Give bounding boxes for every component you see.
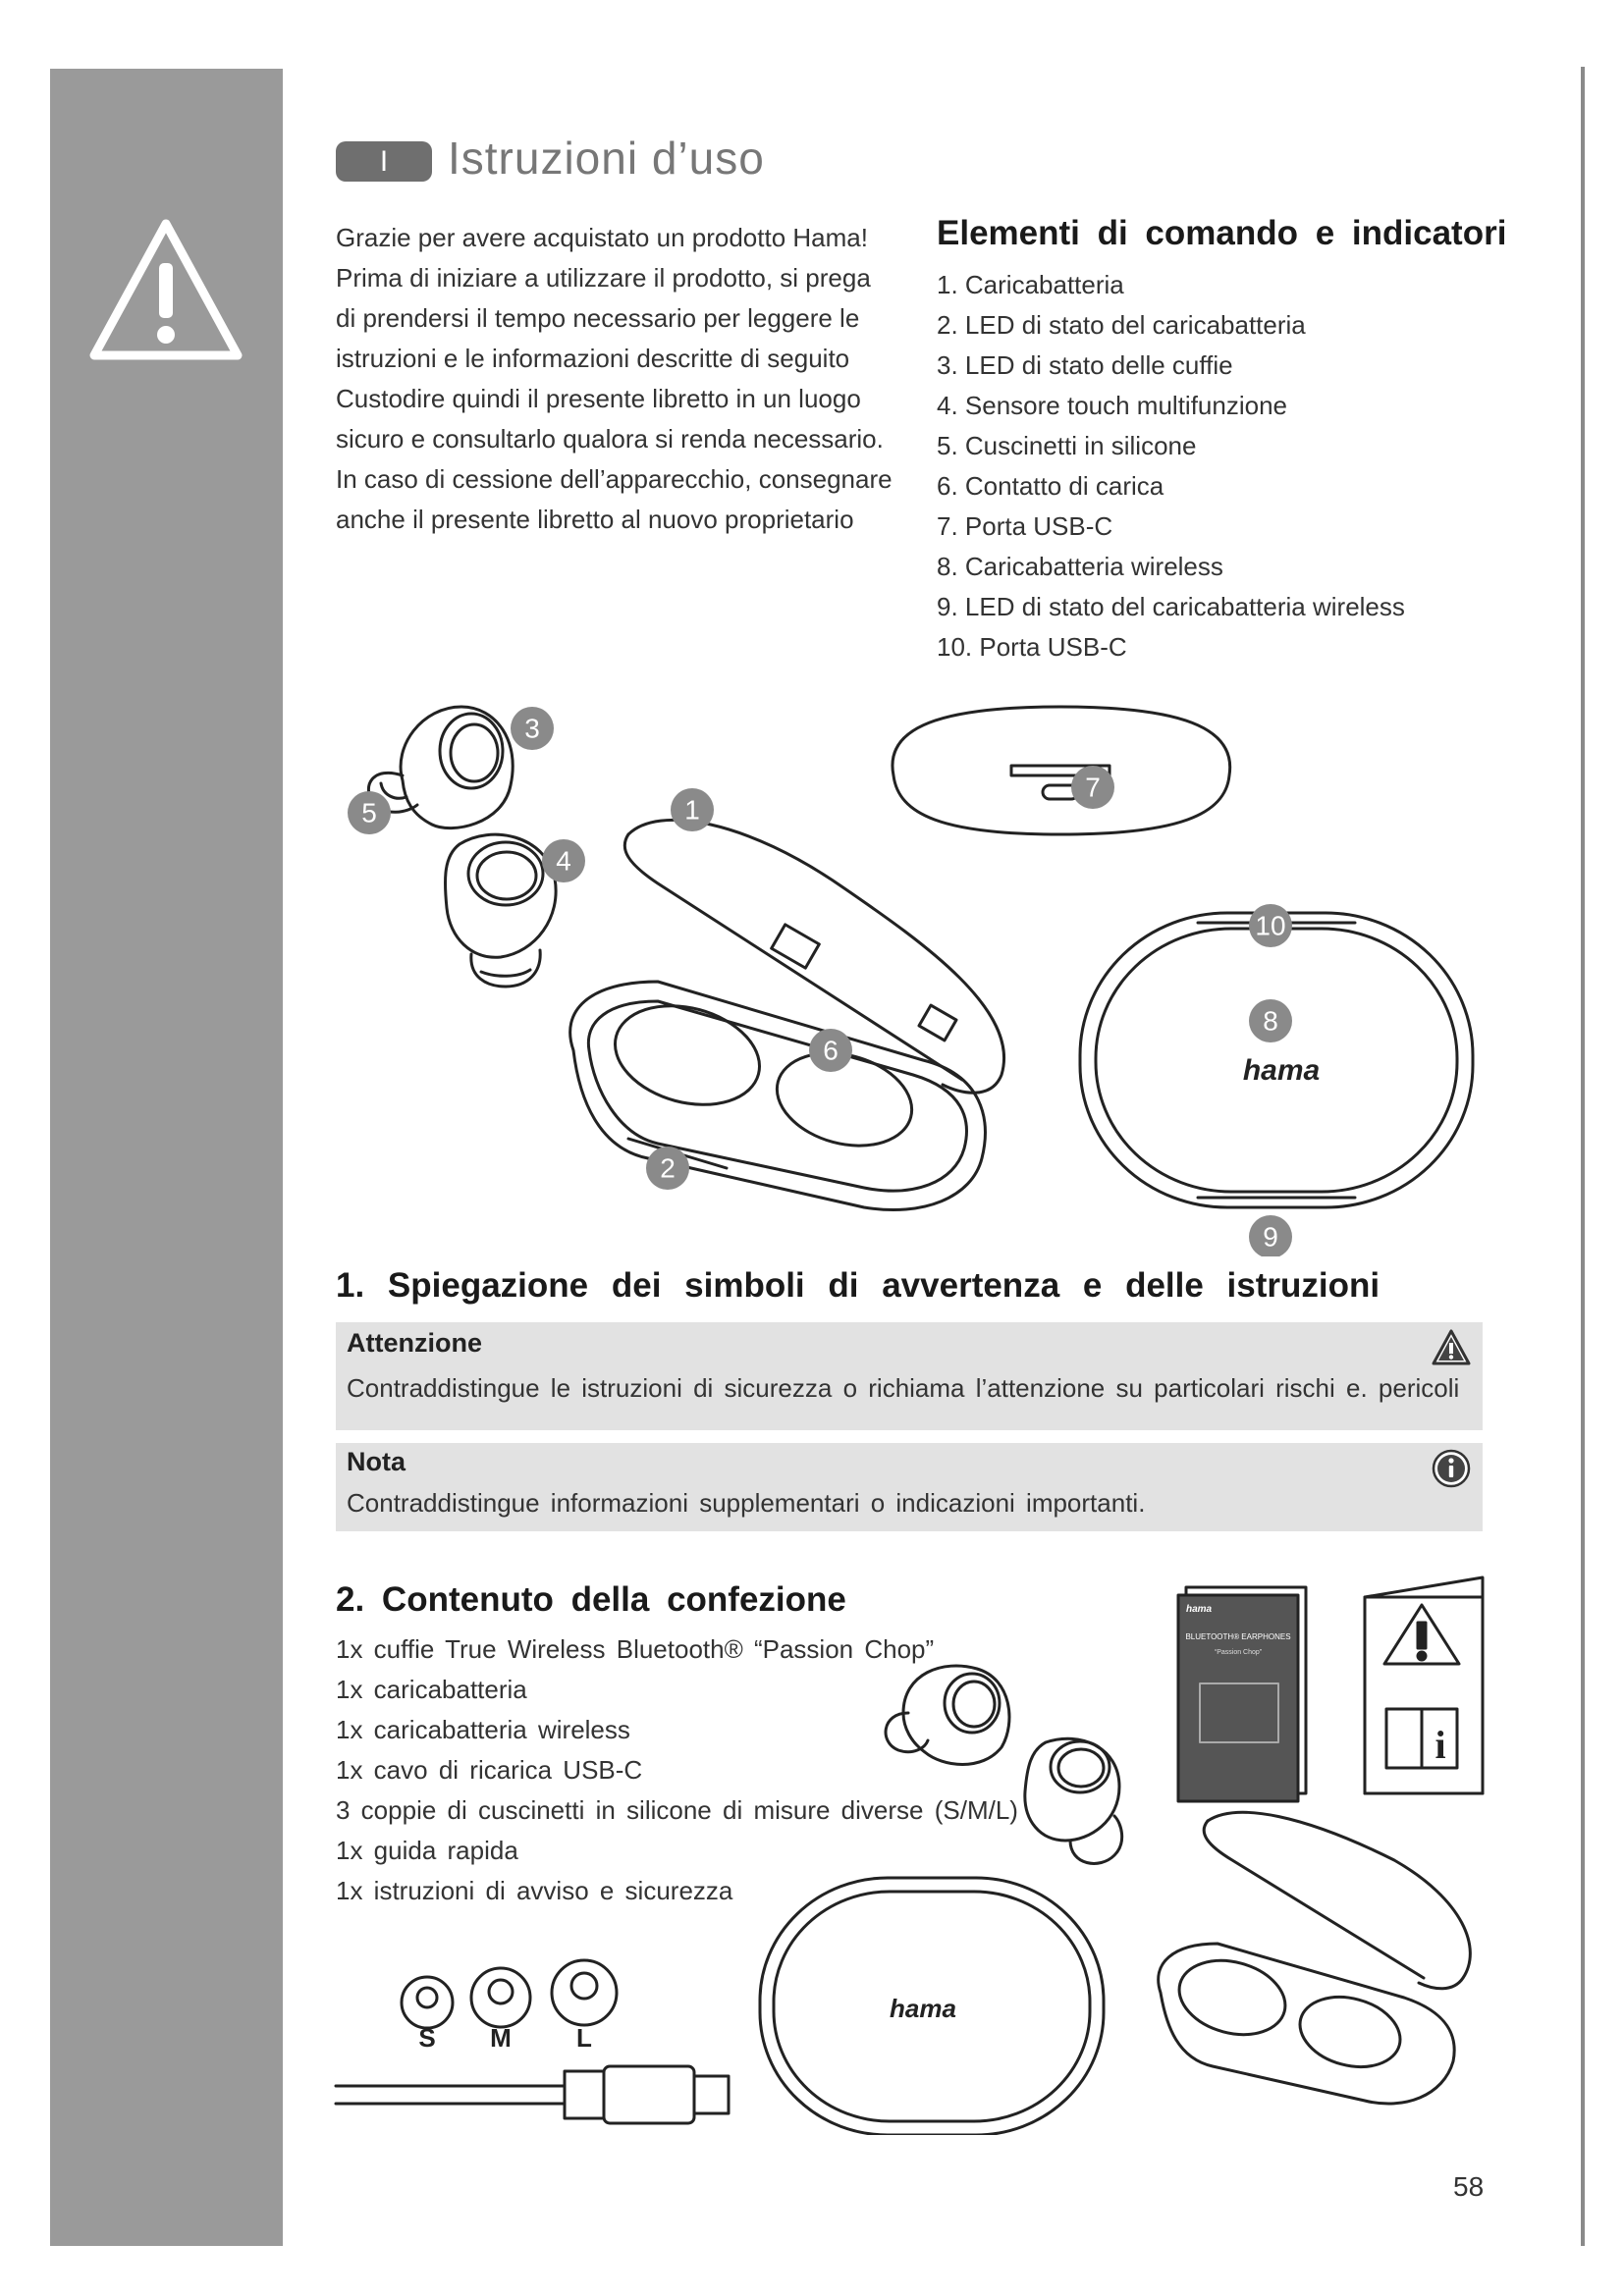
tip-size-label: S	[418, 2023, 436, 2053]
list-item: 9. LED di stato del caricabatteria wireless	[937, 592, 1405, 621]
elements-list	[937, 265, 1405, 667]
warning-triangle-icon	[1432, 1328, 1471, 1367]
list-item: 3 coppie di cuscinetti in silicone di misure diverse (S/M/L)	[336, 1795, 1018, 1825]
case-back-illustration	[893, 707, 1230, 834]
warning-triangle-icon	[86, 216, 245, 365]
package-contents-diagram	[324, 1566, 1492, 2135]
tip-size-label: M	[490, 2023, 512, 2053]
list-item: 1x istruzioni di avviso e sicurezza	[336, 1876, 733, 1905]
silicone-tips-illustration	[402, 1960, 617, 2028]
usb-c-cable-illustration	[336, 2066, 729, 2123]
list-item: 4. Sensore touch multifunzione	[937, 391, 1287, 420]
elements-heading: Elementi di comando e indicatori	[937, 214, 1507, 252]
intro-line: sicuro e consultarlo qualora si renda necessario.	[336, 424, 884, 454]
list-item: 3. LED di stato delle cuffie	[937, 350, 1233, 380]
hama-logo: hama	[890, 1994, 956, 2023]
intro-line: istruzioni e le informazioni descritte di seguito	[336, 344, 850, 373]
earbud-illustration	[886, 1666, 1009, 1765]
callout-6	[809, 1029, 852, 1072]
note-title: Nota	[347, 1447, 406, 1476]
svg-text:8: 8	[1263, 1005, 1278, 1037]
section-2-heading: 2. Contenuto della confezione	[336, 1580, 846, 1619]
callout-7	[1071, 766, 1114, 809]
language-badge: I	[336, 141, 432, 182]
info-book-icon: i	[1435, 1723, 1446, 1767]
svg-text:6: 6	[823, 1035, 839, 1066]
callout-8	[1249, 999, 1292, 1042]
svg-text:7: 7	[1085, 772, 1101, 803]
intro-line: anche il presente libretto al nuovo proprietario	[336, 505, 854, 534]
svg-text:1: 1	[684, 794, 700, 826]
list-item: 1x cavo di ricarica USB-C	[336, 1755, 643, 1785]
list-item: 5. Cuscinetti in silicone	[937, 431, 1197, 460]
list-item: 6. Contatto di carica	[937, 471, 1164, 501]
list-item: 1x guida rapida	[336, 1836, 518, 1865]
svg-text:10: 10	[1255, 910, 1286, 941]
charging-case-illustration	[1159, 1812, 1471, 2104]
svg-text:9: 9	[1263, 1221, 1278, 1253]
list-item: 10. Porta USB-C	[937, 632, 1127, 662]
intro-line: In caso di cessione dell’apparecchio, consegnare	[336, 464, 893, 494]
list-item: 1x cuffie True Wireless Bluetooth® “Passion Chop”	[336, 1634, 935, 1664]
left-sidebar-band	[50, 69, 283, 2246]
page-number: 58	[1453, 2171, 1485, 2202]
quick-guide-booklet	[1178, 1587, 1306, 1801]
safety-leaflet	[1365, 1577, 1483, 1793]
booklet-brand: hama	[1186, 1604, 1213, 1615]
svg-text:2: 2	[660, 1152, 676, 1184]
callout-4	[542, 839, 585, 882]
list-item: 1x caricabatteria wireless	[336, 1715, 630, 1744]
callout-5	[348, 791, 391, 834]
callout-3	[511, 707, 554, 750]
svg-text:3: 3	[524, 713, 540, 744]
svg-text:4: 4	[556, 845, 571, 877]
list-item: 8. Caricabatteria wireless	[937, 552, 1223, 581]
right-margin-rule	[1581, 67, 1585, 2246]
hama-logo: hama	[1242, 1054, 1321, 1087]
intro-paragraph	[336, 218, 907, 540]
list-item: 2. LED di stato del caricabatteria	[937, 310, 1306, 340]
charging-case-illustration	[570, 820, 1004, 1209]
intro-line: Grazie per avere acquistato un prodotto Hama!	[336, 223, 868, 252]
attention-text: Contraddistingue le istruzioni di sicurezza o richiama l’attenzione su particolari rischi e. pericoli	[347, 1373, 1460, 1403]
tip-size-label: L	[576, 2023, 592, 2053]
list-item: 1x caricabatteria	[336, 1675, 527, 1704]
earbud-illustration	[1025, 1738, 1122, 1863]
product-diagram	[334, 687, 1492, 1256]
page-title: Istruzioni d’uso	[448, 133, 765, 184]
callout-9	[1249, 1215, 1292, 1256]
list-item: 1. Caricabatteria	[937, 270, 1124, 299]
callout-1	[671, 788, 714, 831]
section-1-heading: 1. Spiegazione dei simboli di avvertenza e delle istruzioni	[336, 1266, 1380, 1305]
booklet-title: BLUETOOTH® EARPHONES	[1185, 1632, 1291, 1641]
attention-title: Attenzione	[347, 1328, 482, 1358]
intro-line: Prima di iniziare a utilizzare il prodotto, si prega	[336, 263, 871, 293]
list-item: 7. Porta USB-C	[937, 511, 1113, 541]
note-box	[336, 1443, 1483, 1531]
svg-text:5: 5	[361, 797, 377, 828]
booklet-subtitle: “Passion Chop”	[1214, 1649, 1263, 1656]
intro-line: Custodire quindi il presente libretto in un luogo	[336, 384, 861, 413]
callout-10	[1249, 904, 1292, 947]
note-text: Contraddistingue informazioni supplementari o indicazioni importanti.	[347, 1488, 1146, 1518]
earbud-illustration	[445, 834, 556, 987]
attention-box	[336, 1322, 1483, 1430]
info-icon	[1432, 1449, 1471, 1488]
callout-2	[646, 1147, 689, 1190]
intro-line: di prendersi il tempo necessario per leggere le	[336, 303, 860, 333]
